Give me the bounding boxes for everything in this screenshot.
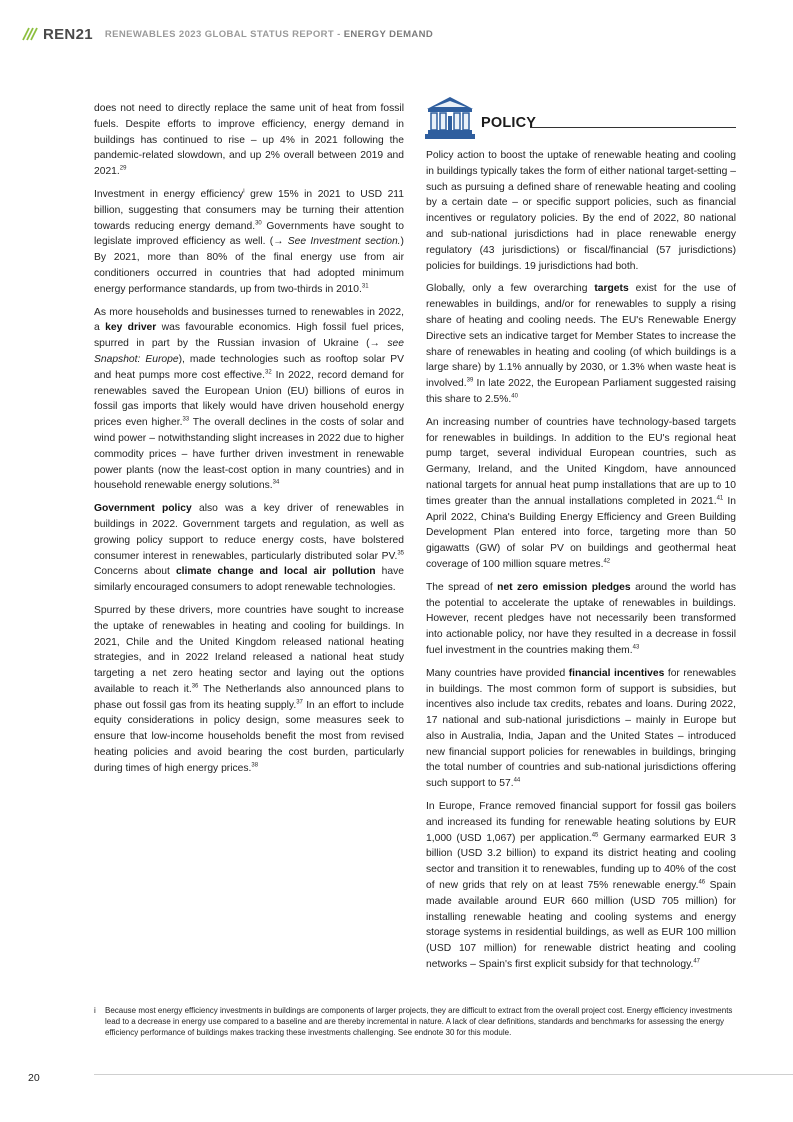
text-run: In an effort to include equity considerations in policy design, some measures seek to ensure that low-income households benefit the most from revised heating policies and avoid bearing the cost burden, particularly during times of high energy prices. <box>94 699 404 774</box>
endnote-reference: 38 <box>251 762 259 769</box>
endnote-reference: 40 <box>511 393 518 400</box>
text-run: In Europe, France removed financial support for fossil gas boilers and increased its funding for renewable heating solutions by EUR 1,000 (USD 1,067) per application. <box>426 801 736 844</box>
text-run: grew 15% in 2021 to USD 211 billion, suggesting that consumers may be turning their attention towards reducing energy demand. <box>94 188 404 232</box>
text-run: In April 2022, China's Building Energy Efficiency and Green Building Development Plan entered into force, targeting more than 50 gigawatts (GW) of solar PV on buildings and geothermal heat coverage of 100 million square metres. <box>426 495 736 570</box>
ren21-logo-icon <box>22 27 38 41</box>
emphasis-text: Government policy <box>94 503 192 515</box>
left-column <box>94 101 404 784</box>
text-run: The overall declines in the costs of solar and wind power – notwithstanding slight increases in 2022 due to higher commodity prices – have further driven investment in renewable power plants (now the least-cost option in many countries) and in household renewable energy solutions. <box>94 417 404 492</box>
paragraph <box>426 281 736 407</box>
paragraph <box>94 501 404 596</box>
text-run: Spurred by these drivers, more countries have sought to increase the uptake of renewables in heating and cooling for buildings. In 2021, Chile and the United Kingdom released national heating strategies, and in 2022 Ireland released a national heat study targeting a net zero heating sector and laying out the options available to reach it. <box>94 604 404 695</box>
text-run: does not need to directly replace the same unit of heat from fossil fuels. Despite efforts to improve efficiency, energy demand in buildings has continued to rise – up 4% in 2021 following the pandemic-related slowdown, and up 2% overall between 2019 and 2021. <box>94 103 404 178</box>
cross-reference: See Investment section. <box>287 236 401 248</box>
page-number: 20 <box>28 1072 40 1084</box>
text-run: Policy action to boost the uptake of renewable heating and cooling in buildings typically takes the form of either national target-setting – such as pursuing a defined share of renewable heating and cooling by a certain date – or specific support policies, such as financial incentives or regulatory policies. By the end of 2022, 80 national and sub-national jurisdictions had in place renewable energy regulatory (43 jurisdictions) or fiscal/financial (57 jurisdictions) policies for buildings. 19 jurisdictions had both. <box>426 150 736 272</box>
section-name: ENERGY DEMAND <box>343 28 434 40</box>
text-run: ), made technologies such as rooftop solar PV and heat pumps more cost effective. <box>94 353 404 381</box>
text-run: As more households and businesses turned to renewables in 2022, a <box>94 306 404 334</box>
endnote-reference: 34 <box>272 479 280 486</box>
endnote-reference: 32 <box>265 369 272 376</box>
emphasis-text: key driver <box>105 322 157 334</box>
title-separator: - <box>337 28 341 40</box>
policy-heading: POLICY <box>481 115 537 131</box>
endnote-reference: i <box>243 188 245 195</box>
endnote-reference: 39 <box>466 377 474 384</box>
paragraph <box>94 187 404 298</box>
footnote-marker: i <box>94 1006 96 1015</box>
text-run: Concerns about <box>94 566 176 578</box>
paragraph <box>426 148 736 274</box>
endnote-reference: 46 <box>698 879 706 886</box>
text-run: An increasing number of countries have technology-based targets for renewables in buildings. In addition to the EU's regional heat pump target, several individual European countries, such as Germany, Ireland, and the United Kingdom, have announced national targets for annual heat pump installations that are up to 10 times greater than the annual installations completed in 2021. <box>426 416 736 507</box>
endnote-reference: 45 <box>591 832 599 839</box>
bottom-rule <box>94 1074 793 1075</box>
endnote-reference: 31 <box>361 283 369 290</box>
endnote-reference: 36 <box>191 683 199 690</box>
footnote-text: Because most energy efficiency investments in buildings are components of larger projects, they are difficult to extract from the overall project cost. Energy efficiency investments lead to a decrease in energy use compared to a baseline and are thereby incremental in nature. A lack of clear definitions, standards and benchmarks for assessing the energy efficiency performance of buildings makes tracking these investments challenging. See endnote 30 for this module. <box>105 1006 733 1037</box>
paragraph <box>94 101 404 180</box>
text-run: exist for the use of renewables in buildings, and/or for renewables to supply a rising share of heating and cooling needs. The EU's Renewable Energy Directive sets an indicative target for Member States to increase the share of renewables in heating and cooling (of which buildings is a large share) by 1.1% annually by 2030, or 1.3% when waste heat is involved. <box>426 283 737 390</box>
text-run: for renewables in buildings. The most common form of support is subsidies, but incentives also include tax credits, rebates and loans. During 2022, 17 national and sub-national jurisdictions – mainly in Europe but also in Australia, India, Japan and the United States – introduced new financial support policies for renewables in buildings, bringing the total number of countries and sub-national jurisdictions offering such support to 57. <box>426 667 737 790</box>
text-run: ) By 2021, more than 80% of the final energy use from air conditioners occurred in countries that had adopted minimum energy performance standards, up from two-thirds in 2010. <box>94 236 404 295</box>
policy-heading-rule <box>530 127 736 128</box>
text-run: also was a key driver of renewables in buildings in 2022. Government targets and regulation, as well as growing policy support to reduce energy costs, have bolstered consumer interest in renewables, particularly distributed solar PV. <box>94 503 404 562</box>
endnote-reference: 29 <box>119 165 127 172</box>
emphasis-text: climate change and local air pollution <box>175 566 376 578</box>
paragraph <box>426 415 736 573</box>
paragraph <box>426 580 736 659</box>
text-run: In late 2022, the European Parliament suggested raising this share to 2.5%. <box>426 378 736 405</box>
text-run: Investment in energy efficiency <box>94 188 244 200</box>
right-column <box>426 148 736 980</box>
endnote-reference: 33 <box>182 416 190 423</box>
text-run: The spread of <box>426 581 498 593</box>
text-run: Governments have sought to legislate improved efficiency as well. (→ <box>94 220 404 248</box>
report-title-text: RENEWABLES 2023 GLOBAL STATUS REPORT <box>104 28 335 40</box>
endnote-reference: 41 <box>716 495 724 502</box>
endnote-reference: 43 <box>632 644 640 651</box>
policy-building-icon <box>424 96 476 140</box>
text-run: was favourable economics. High fossil fuel prices, spurred in part by the Russian invasion of Ukraine (→ <box>94 322 404 350</box>
paragraph <box>426 799 736 973</box>
endnote-reference: 44 <box>513 777 521 784</box>
text-run: Many countries have provided <box>426 667 569 679</box>
logo-text: REN21 <box>43 25 93 43</box>
text-run: Spain made available around EUR 660 million (USD 705 million) for installing renewable heating and cooling systems and energy storage systems in residential buildings, as well as EUR 100 million (USD 107 million) for renewable district heating and cooling networks – Spain's first explicit subsidy for that technology. <box>426 880 736 971</box>
paragraph <box>94 305 404 495</box>
endnote-reference: 42 <box>603 558 611 565</box>
endnote-reference: 30 <box>255 220 262 227</box>
report-title <box>105 29 433 40</box>
text-run: around the world has the potential to accelerate the uptake of renewables in buildings. However, recent pledges have not necessarily been transformed into actionable policy, nor have they resulted in a decrease in fossil fuel investment in the countries making them. <box>426 581 736 656</box>
endnote-reference: 35 <box>397 550 404 557</box>
paragraph <box>94 603 404 777</box>
text-run: Globally, only a few overarching <box>426 283 595 295</box>
text-run: The Netherlands also announced plans to phase out fossil gas from its heating supply. <box>94 683 404 711</box>
emphasis-text: targets <box>594 283 629 295</box>
text-run: have similarly encouraged consumers to adopt renewable technologies. <box>94 566 404 594</box>
emphasis-text: financial incentives <box>568 667 665 679</box>
text-run: Germany earmarked EUR 3 billion (USD 3.2 billion) to expand its district heating and cooling sector and transition it to renewables, funding up to 40% of the cost of new grids that rely on at least 75% renewable energy. <box>426 832 736 892</box>
text-run: In 2022, record demand for renewables saved the European Union (EU) billions of euros in fossil gas imports that likely would have driven household energy prices even higher. <box>94 369 404 429</box>
policy-heading-block <box>424 96 736 140</box>
footnote <box>94 1005 740 1038</box>
endnote-reference: 37 <box>296 699 303 706</box>
cross-reference: see Snapshot: Europe <box>94 338 404 365</box>
page-header <box>22 25 433 43</box>
emphasis-text: net zero emission pledges <box>497 581 631 593</box>
endnote-reference: 47 <box>693 958 701 965</box>
paragraph <box>426 666 736 792</box>
